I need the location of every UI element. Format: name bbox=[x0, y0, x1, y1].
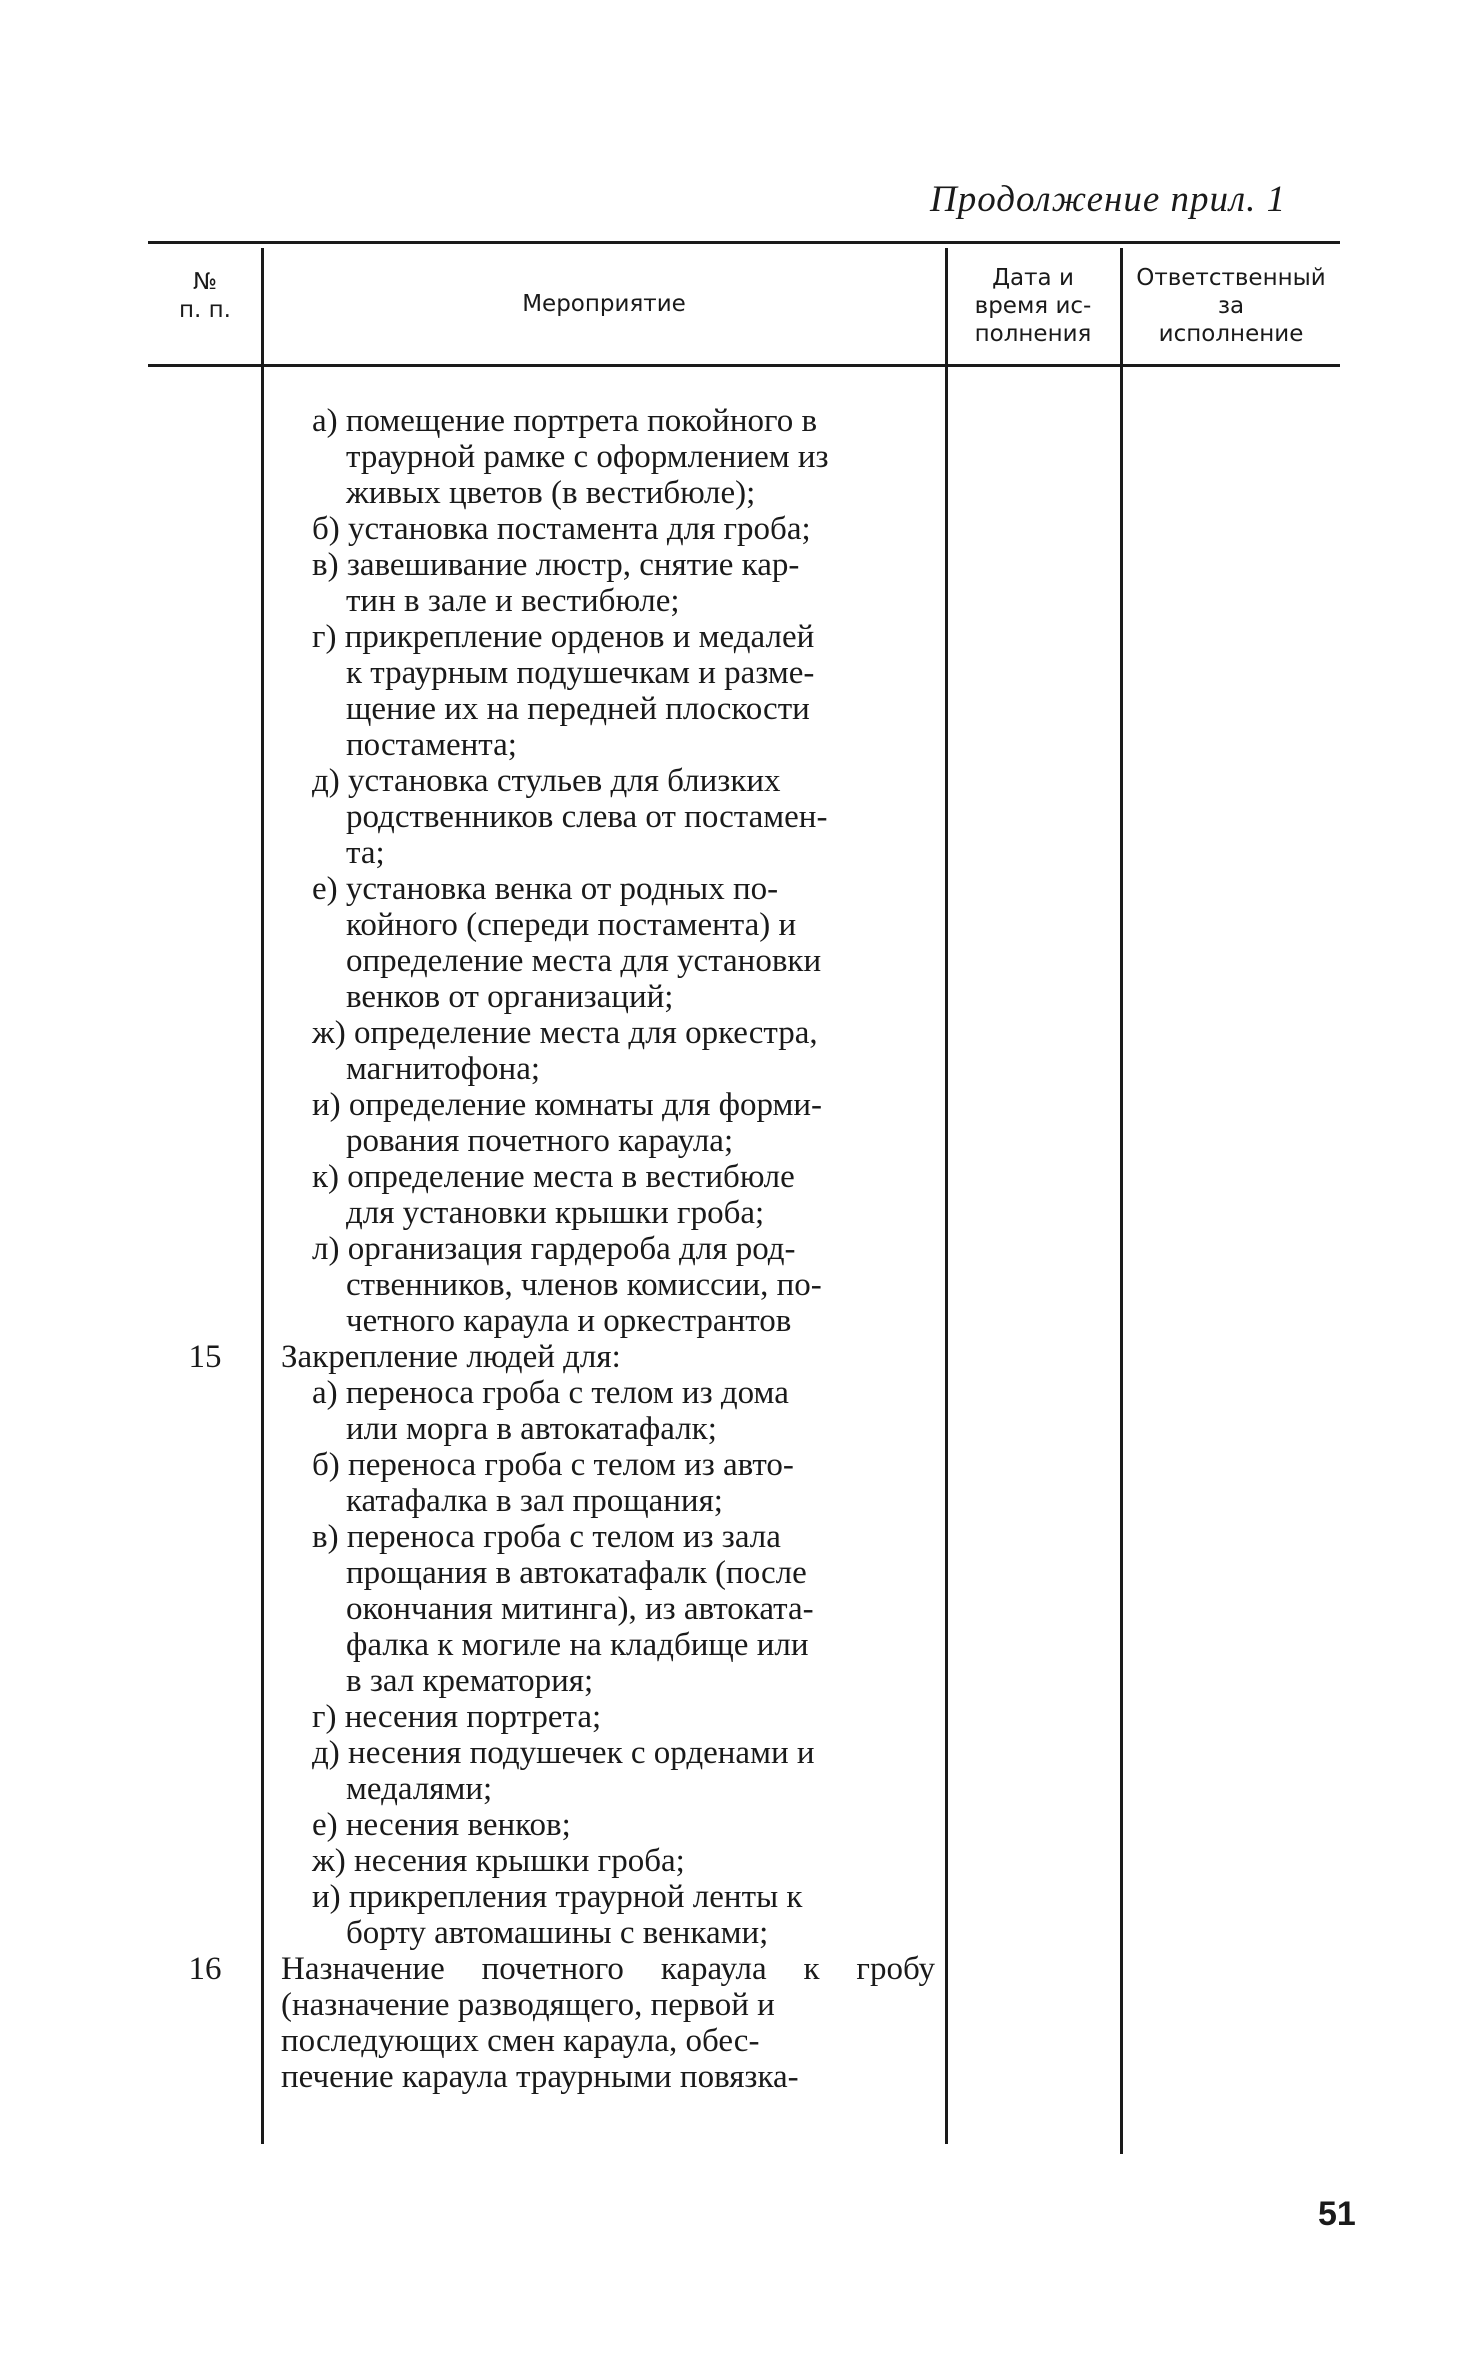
header-date-line-1: Дата и bbox=[992, 265, 1074, 291]
list-item: прощания в автокатафалк (после bbox=[346, 1555, 807, 1591]
list-item: л) организация гардероба для род- bbox=[312, 1231, 796, 1267]
list-item: и) определение комнаты для форми- bbox=[312, 1087, 823, 1123]
header-responsible-line-2: за bbox=[1217, 293, 1245, 319]
header-date-line-3: полнения bbox=[974, 321, 1092, 347]
header-responsible-line-1: Ответственный bbox=[1136, 265, 1326, 291]
list-item: в) завешивание люстр, снятие кар- bbox=[312, 547, 800, 583]
row-number: 16 bbox=[188, 1951, 222, 1987]
table-header-bottom-rule bbox=[148, 364, 1340, 367]
list-item: и) прикрепления траурной ленты к bbox=[312, 1879, 803, 1915]
header-date-line-2: время ис- bbox=[974, 293, 1092, 319]
list-item: магнитофона; bbox=[346, 1051, 541, 1087]
list-item: б) установка постамента для гроба; bbox=[312, 511, 811, 547]
list-item: ж) несения крышки гроба; bbox=[312, 1843, 685, 1879]
continuation-label: Продолжение прил. 1 bbox=[930, 179, 1287, 220]
list-item: Закрепление людей для: bbox=[281, 1339, 621, 1375]
header-event-column bbox=[266, 290, 942, 318]
list-item: а) помещение портрета покойного в bbox=[312, 403, 818, 439]
list-item: в) переноса гроба с телом из зала bbox=[312, 1519, 781, 1555]
column-divider-2 bbox=[945, 248, 948, 2144]
table-top-rule bbox=[148, 241, 1340, 244]
list-item: е) несения венков; bbox=[312, 1807, 571, 1843]
list-item: четного караула и оркестрантов bbox=[346, 1303, 792, 1339]
header-date-column bbox=[948, 264, 1118, 348]
list-item: родственников слева от постамен- bbox=[346, 799, 828, 835]
list-item: д) установка стульев для близких bbox=[312, 763, 781, 799]
header-responsible-line-3: исполнение bbox=[1158, 321, 1304, 347]
list-item: щение их на передней плоскости bbox=[346, 691, 810, 727]
list-item: ственников, членов комиссии, по- bbox=[346, 1267, 822, 1303]
list-item: постамента; bbox=[346, 727, 517, 763]
column-divider-3 bbox=[1120, 248, 1123, 2154]
header-responsible-column bbox=[1124, 264, 1338, 348]
header-number-line-2: п. п. bbox=[178, 297, 231, 323]
list-item: для установки крышки гроба; bbox=[346, 1195, 765, 1231]
list-item: Назначение почетного караула к гробу bbox=[281, 1951, 935, 1987]
list-item: живых цветов (в вестибюле); bbox=[346, 475, 756, 511]
list-item: та; bbox=[346, 835, 385, 871]
row-number: 15 bbox=[188, 1339, 222, 1375]
list-item: или морга в автокатафалк; bbox=[346, 1411, 717, 1447]
list-item: (назначение разводящего, первой и bbox=[281, 1987, 775, 2023]
list-item: венков от организаций; bbox=[346, 979, 674, 1015]
page-number: 51 bbox=[1318, 2195, 1356, 2233]
column-divider-1 bbox=[261, 248, 264, 2144]
list-item: ж) определение места для оркестра, bbox=[312, 1015, 818, 1051]
list-item: фалка к могиле на кладбище или bbox=[346, 1627, 809, 1663]
list-item: в зал крематория; bbox=[346, 1663, 594, 1699]
list-item: е) установка венка от родных по- bbox=[312, 871, 779, 907]
list-item: тин в зале и вестибюле; bbox=[346, 583, 680, 619]
list-item: медалями; bbox=[346, 1771, 493, 1807]
list-item: а) переноса гроба с телом из дома bbox=[312, 1375, 789, 1411]
list-item: борту автомашины с венками; bbox=[346, 1915, 769, 1951]
list-item: к) определение места в вестибюле bbox=[312, 1159, 795, 1195]
list-item: д) несения подушечек с орденами и bbox=[312, 1735, 815, 1771]
header-event-label: Мероприятие bbox=[522, 291, 686, 317]
list-item: б) переноса гроба с телом из авто- bbox=[312, 1447, 794, 1483]
list-item: окончания митинга), из автоката- bbox=[346, 1591, 814, 1627]
list-item: печение караула траурными повязка- bbox=[281, 2059, 799, 2095]
list-item: койного (спереди постамента) и bbox=[346, 907, 797, 943]
list-item: последующих смен караула, обес- bbox=[281, 2023, 760, 2059]
list-item: г) несения портрета; bbox=[312, 1699, 602, 1735]
list-item: катафалка в зал прощания; bbox=[346, 1483, 723, 1519]
header-number-column bbox=[150, 268, 260, 324]
list-item: г) прикрепление орденов и медалей bbox=[312, 619, 815, 655]
list-item: рования почетного караула; bbox=[346, 1123, 734, 1159]
list-item: траурной рамке с оформлением из bbox=[346, 439, 829, 475]
list-item: определение места для установки bbox=[346, 943, 822, 979]
header-number-line-1: № bbox=[193, 269, 217, 295]
list-item: к траурным подушечкам и разме- bbox=[346, 655, 815, 691]
